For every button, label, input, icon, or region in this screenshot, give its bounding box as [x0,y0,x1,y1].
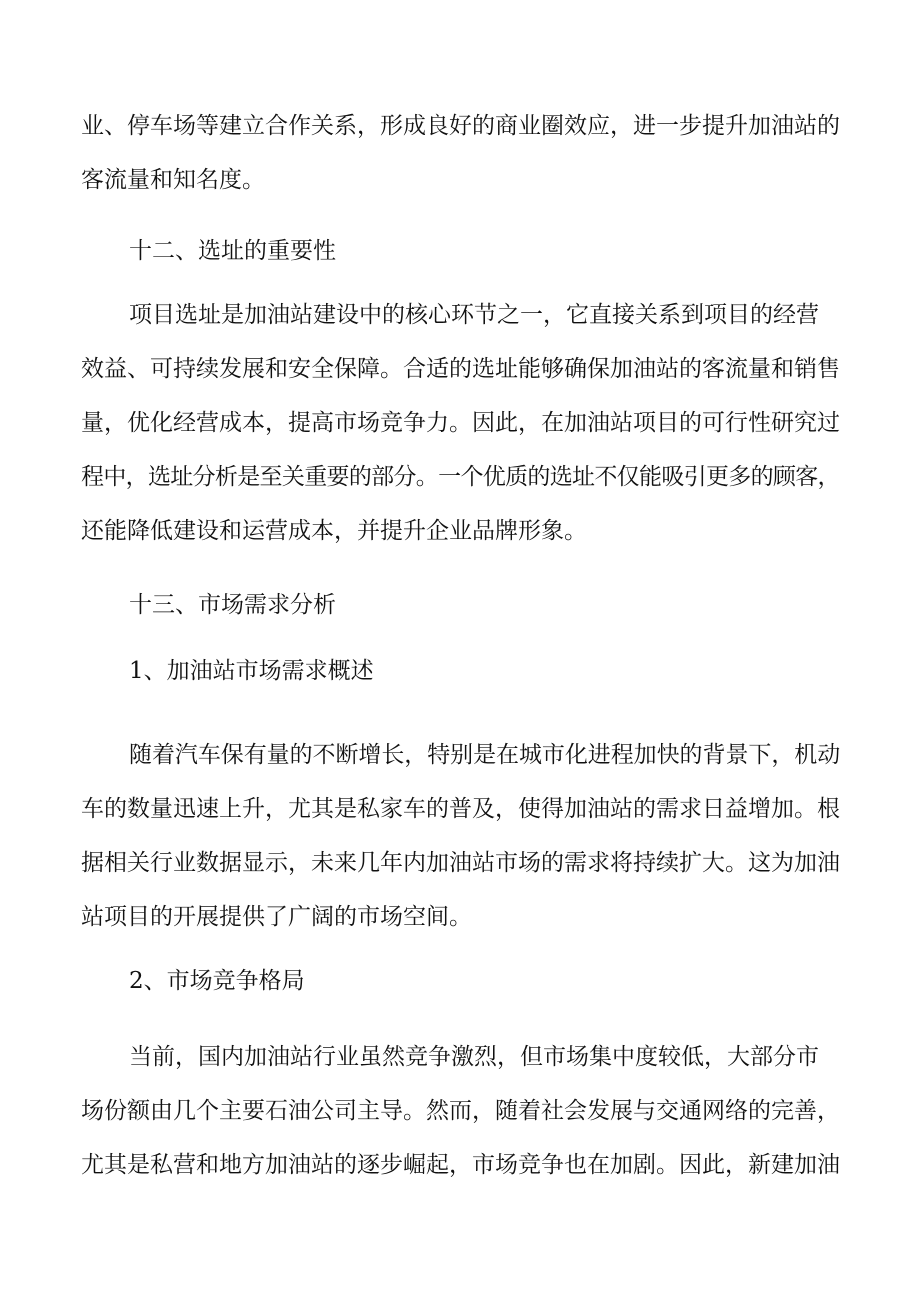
paragraph-line: 还能降低建设和运营成本，并提升企业品牌形象。 [81,518,587,544]
paragraph-line: 项目选址是加油站建设中的核心环节之一，它直接关系到项目的经营 [129,302,819,328]
paragraph-line: 程中，选址分析是至关重要的部分。一个优质的选址不仅能吸引更多的顾客， [81,464,840,490]
paragraph-line: 量，优化经营成本，提高市场竞争力。因此，在加油站项目的可行性研究过 [81,410,840,436]
paragraph-line: 据相关行业数据显示，未来几年内加油站市场的需求将持续扩大。这为加油 [81,850,840,876]
paragraph-line: 随着汽车保有量的不断增长，特别是在城市化进程加快的背景下，机动 [129,742,841,768]
paragraph-line: 车的数量迅速上升，尤其是私家车的普及，使得加油站的需求日益增加。根 [81,796,840,822]
paragraph-line: 业、停车场等建立合作关系，形成良好的商业圈效应，进一步提升加油站的 [81,113,840,139]
paragraph-line: 场份额由几个主要石油公司主导。然而，随着社会发展与交通网络的完善， [81,1098,840,1124]
paragraph-line: 客流量和知名度。 [81,167,265,193]
paragraph-line: 尤其是私营和地方加油站的逐步崛起，市场竞争也在加剧。因此，新建加油 [81,1152,840,1178]
paragraph-line: 站项目的开展提供了广阔的市场空间。 [81,904,472,930]
paragraph-line: 当前，国内加油站行业虽然竞争激烈，但市场集中度较低，大部分市 [129,1044,819,1070]
subsection-heading: 1、加油站市场需求概述 [129,658,374,684]
section-heading: 十三、市场需求分析 [129,592,336,618]
section-heading: 十二、选址的重要性 [129,238,336,264]
subsection-heading: 2、市场竞争格局 [129,968,305,994]
paragraph-line: 效益、可持续发展和安全保障。合适的选址能够确保加油站的客流量和销售 [81,356,840,382]
